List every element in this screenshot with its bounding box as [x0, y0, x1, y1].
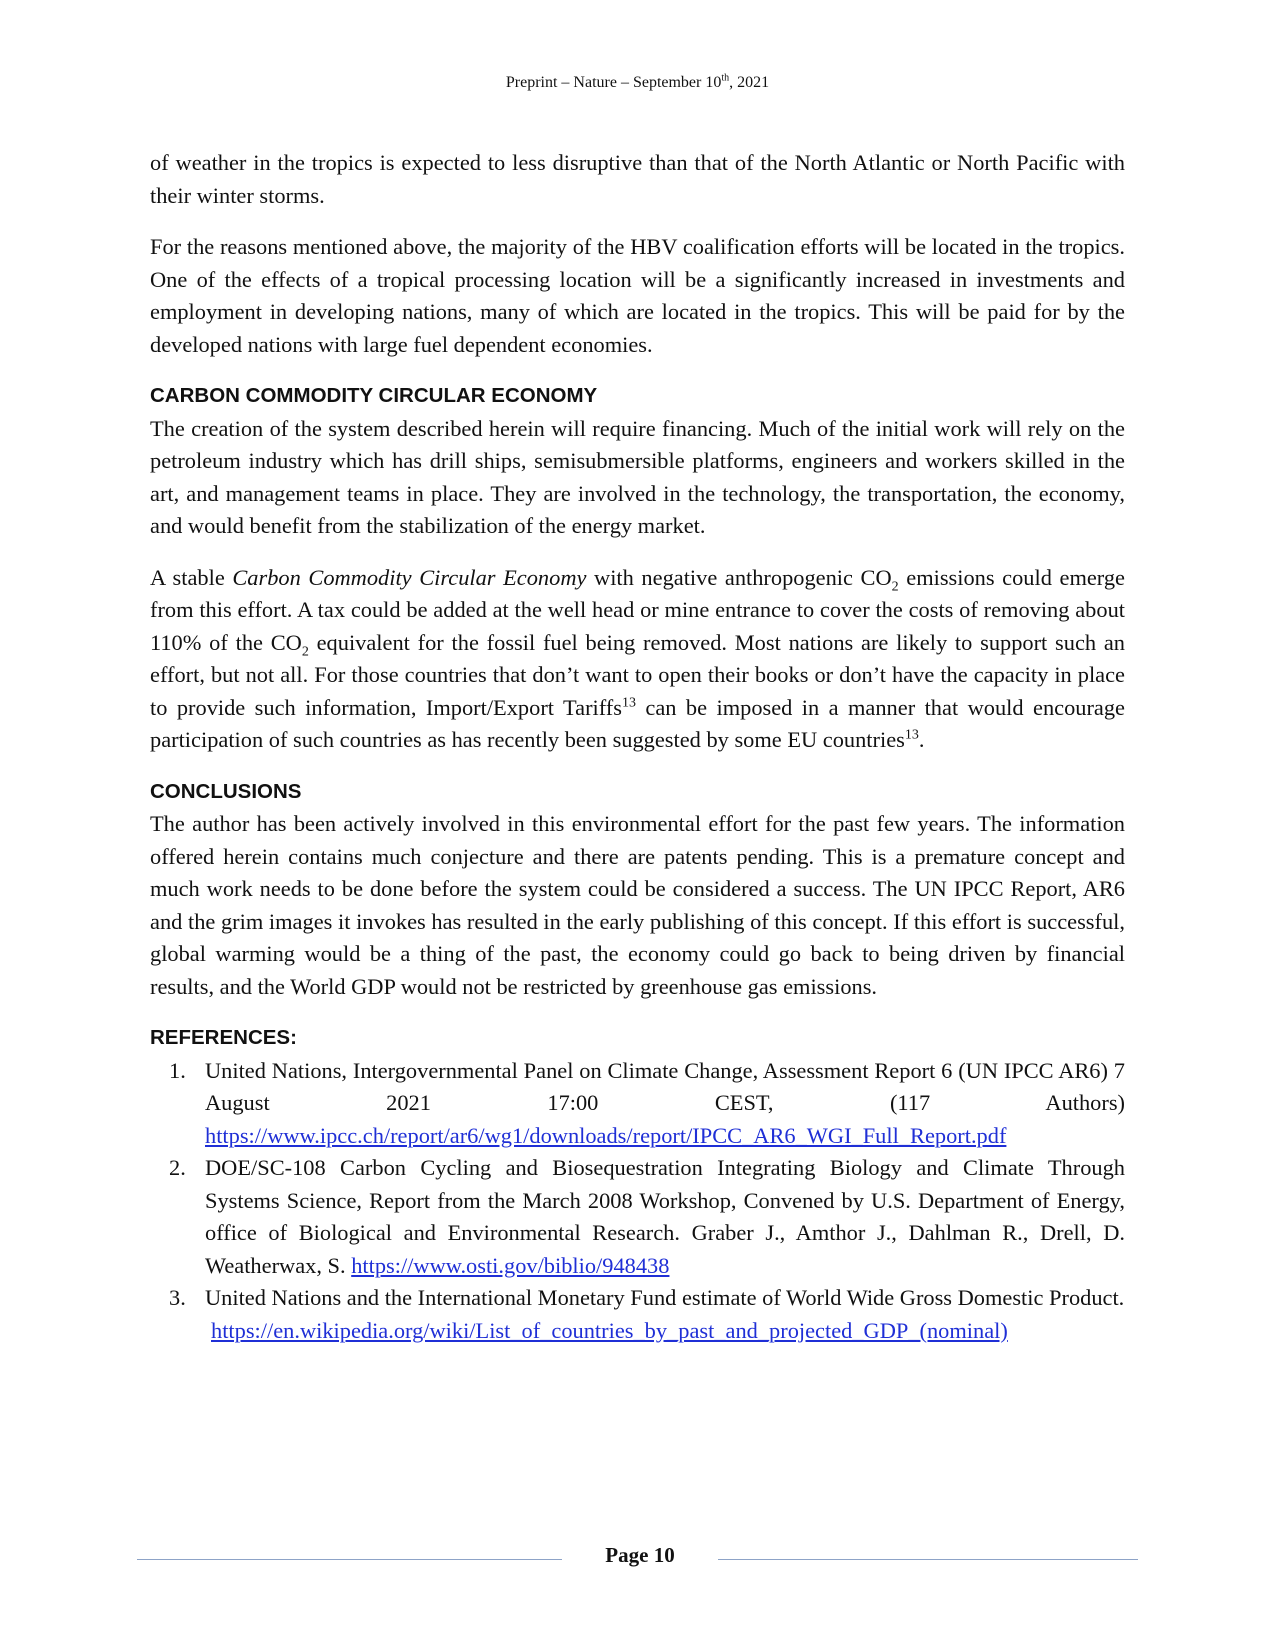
reference-list	[150, 1055, 1125, 1348]
footer-rule-left	[137, 1559, 562, 1560]
section-heading-carbon-economy: CARBON COMMODITY CIRCULAR ECONOMY	[150, 384, 598, 407]
page-footer	[137, 1543, 1138, 1573]
paragraph-tropics: For the reasons mentioned above, the majority of the HBV coalification efforts will be located in the tropics. One of the effects of a tropical processing location will be a significantly increased in investments and employment in developing nations, many of which are located in the tropics. This will be paid for by the developed nations with large fuel dependent economies.	[150, 234, 1125, 357]
body-text	[150, 147, 1125, 1347]
subscript: 2	[301, 643, 309, 659]
reference-link[interactable]: https://www.ipcc.ch/report/ar6/wg1/downloads/report/IPCC_AR6_WGI_Full_Report.pdf	[205, 1122, 1007, 1148]
reference-link-wrap	[205, 1315, 1008, 1348]
text-run: A stable	[150, 564, 233, 590]
header-superscript: th	[721, 72, 730, 84]
text-run: emissions could emerge from this effort. A tax could be added at the well head or mine entrance to cover the costs of removing about 110% of the CO	[150, 564, 1125, 655]
header-text: Preprint – Nature – September 10	[505, 74, 722, 91]
reference-item	[169, 1152, 1125, 1282]
reference-item	[169, 1055, 1125, 1153]
paragraph-financing: The creation of the system described herein will require financing. Much of the initial work will rely on the petroleum industry which has drill ships, semisubmersible platforms, engineers and workers skilled in the art, and management teams in place. They are involved in the technology, the transportation, the economy, and would benefit from the stabilization of the energy market.	[150, 415, 1125, 538]
reference-text: United Nations and the International Monetary Fund estimate of World Wide Gross Domestic Product.	[205, 1285, 1125, 1310]
running-header	[0, 74, 1275, 92]
reference-link[interactable]: https://en.wikipedia.org/wiki/List_of_countries_by_past_and_projected_GDP_(nominal)	[211, 1317, 1008, 1343]
footer-rule-right	[718, 1559, 1138, 1560]
citation-superscript: 13	[904, 727, 919, 743]
reference-item	[169, 1282, 1125, 1347]
section-heading-conclusions: CONCLUSIONS	[150, 779, 302, 803]
reference-number: 3.	[169, 1285, 186, 1310]
reference-text: DOE/SC-108 Carbon Cycling and Biosequestration Integrating Biology and Climate Through Systems Science, Report from the March 2008 Workshop, Convened by U.S. Department of Energy, office of Biological and Environmental Research. Graber J., Amthor J., Dahlman R., Drell, D. Weatherwax, S.	[205, 1155, 1125, 1278]
italic-term: Carbon Commodity Circular Economy	[232, 564, 587, 590]
text-run: equivalent for the fossil fuel being removed. Most nations are likely to support such an effort, but not all. For those countries that don’t want to open their books or don’t have the capacity in place to provide such information, Import/Export Tariffs	[150, 629, 1125, 720]
reference-link[interactable]: https://www.osti.gov/biblio/948438	[351, 1252, 670, 1278]
page-number: Page 10	[605, 1543, 675, 1567]
paragraph-stable-economy	[150, 562, 1125, 757]
reference-number: 1.	[169, 1057, 186, 1083]
header-year: , 2021	[729, 74, 770, 91]
citation-superscript: 13	[621, 695, 636, 711]
reference-number: 2.	[169, 1155, 186, 1180]
text-run: can be imposed in a manner that would encourage participation of such countries as has recently been suggested by some EU countries	[150, 694, 1125, 752]
paragraph-weather: of weather in the tropics is expected to less disruptive than that of the North Atlantic or North Pacific with their winter storms.	[150, 150, 1125, 208]
paragraph-conclusions: The author has been actively involved in this environmental effort for the past few years. The information offered herein contains much conjecture and there are patents pending. This is a premature concept and much work needs to be done before the system could be considered a success. The UN IPCC Report, AR6 and the grim images it invokes has resulted in the early publishing of this concept. If this effort is successful, global warming would be a thing of the past, the economy could go back to being driven by financial results, and the World GDP would not be restricted by greenhouse gas emissions.	[150, 811, 1125, 999]
reference-text: United Nations, Intergovernmental Panel on Climate Change, Assessment Report 6 (UN IPCC AR6) 7 August 2021 17:00 CEST, (117 Authors)	[205, 1057, 1125, 1115]
section-heading-references: REFERENCES:	[150, 1026, 297, 1049]
text-run: with negative anthropogenic CO	[586, 564, 892, 590]
subscript: 2	[891, 578, 899, 594]
text-run: .	[918, 727, 925, 752]
